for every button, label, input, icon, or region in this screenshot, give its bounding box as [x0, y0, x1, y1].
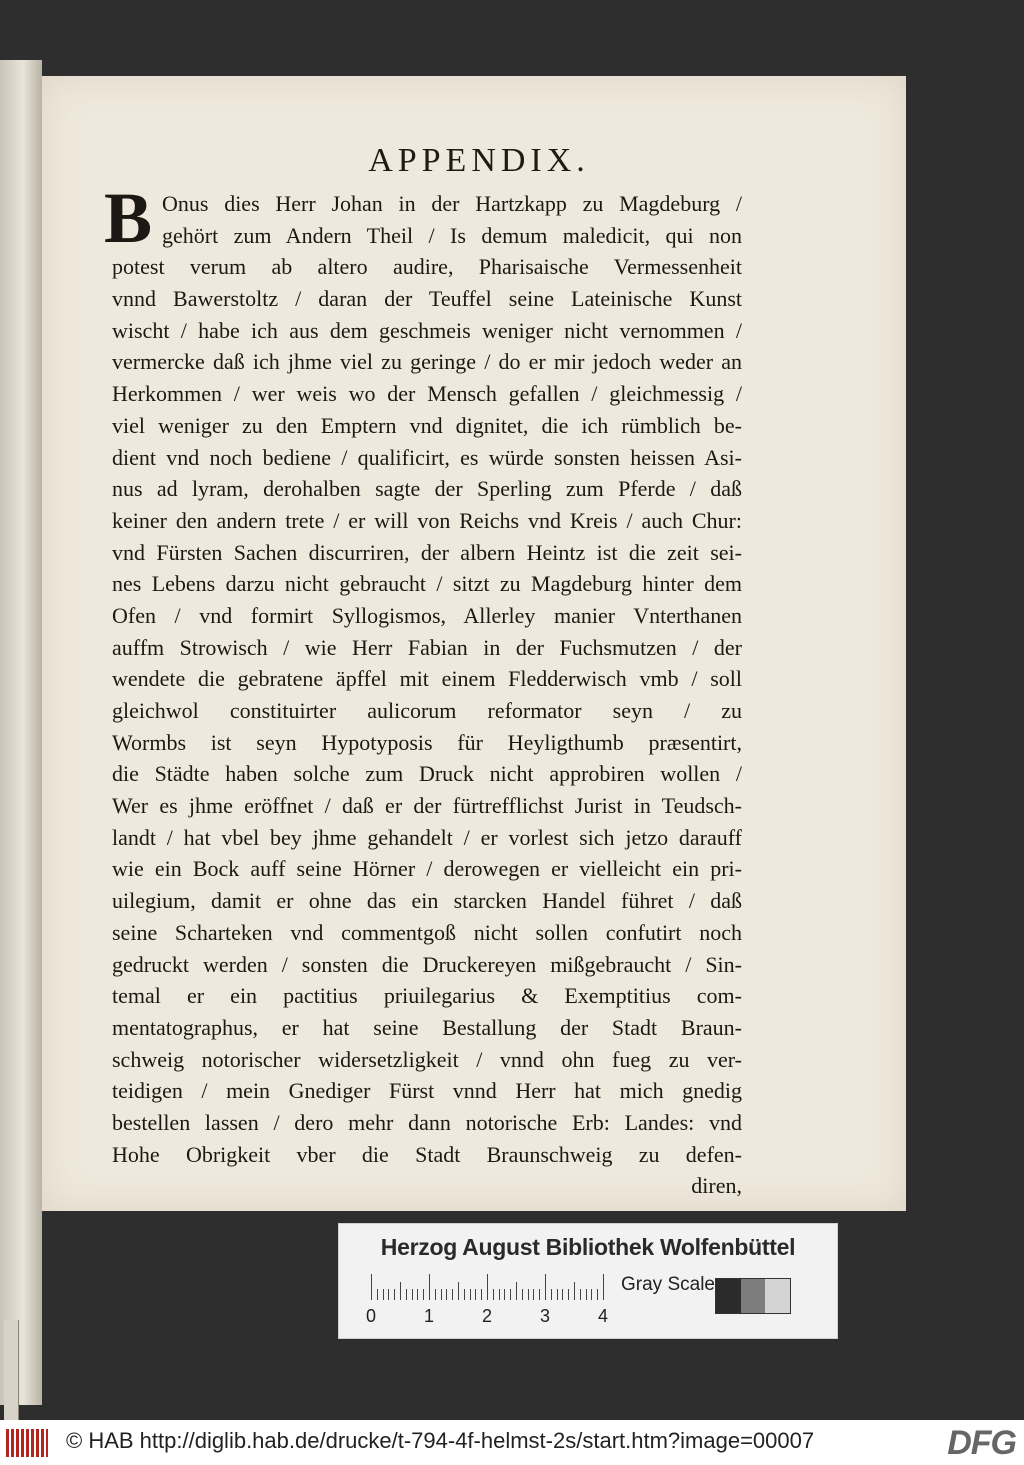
text-line: vnnd Bawerstoltz / daran der Teuffel seine Lateinische Kunst	[112, 286, 742, 312]
library-color-card	[338, 1223, 838, 1339]
gray-swatch	[716, 1279, 741, 1313]
text-line: potest verum ab altero audire, Pharisaische Vermessenheit	[112, 254, 742, 280]
ruler-tick	[557, 1289, 558, 1300]
ruler-tick	[412, 1289, 413, 1300]
text-line: vnd Fürsten Sachen discurriren, der albern Heintz ist die zeit sei-	[112, 539, 742, 565]
text-line: dient vnd noch bediene / qualificirt, es würde sonsten heissen Asi-	[112, 444, 742, 470]
text-line: Herkommen / wer weis wo der Mensch gefallen / gleichmessig /	[112, 381, 742, 407]
ruler-scale	[371, 1274, 603, 1300]
text-line: temal er ein pactitius priuilegarius & Exemptitius com-	[112, 983, 742, 1009]
ruler-tick	[423, 1289, 424, 1300]
ruler-tick	[400, 1282, 401, 1300]
ruler-tick	[580, 1289, 581, 1300]
catchword: diren,	[691, 1173, 742, 1199]
body-text	[104, 178, 742, 1202]
text-line: wie ein Bock auff seine Hörner / derowegen er vielleicht ein pri-	[112, 856, 742, 882]
ruler-tick	[551, 1289, 552, 1300]
ruler-tick	[481, 1289, 482, 1300]
gray-scale-swatches	[715, 1278, 791, 1314]
text-line: Onus dies Herr Johan in der Hartzkapp zu Magdeburg /	[162, 191, 742, 216]
ruler-tick	[574, 1282, 575, 1300]
page-heading: APPENDIX.	[368, 142, 590, 179]
text-line: mentatographus, er hat seine Bestallung der Stadt Braun-	[112, 1014, 742, 1040]
ruler-tick	[429, 1274, 430, 1300]
text-line: viel weniger zu den Emptern vnd dignitet, die ich rümblich be-	[112, 412, 742, 438]
text-line: Wer es jhme eröffnet / daß er der fürtrefflichst Jurist in Teudsch-	[112, 793, 742, 819]
text-line: uilegium, damit er ohne das ein starcken Handel führet / daß	[112, 888, 742, 914]
source-url[interactable]: © HAB http://diglib.hab.de/drucke/t-794-4f-helmst-2s/start.htm?image=00007	[66, 1428, 815, 1453]
text-line: teidigen / mein Gnediger Fürst vnnd Herr hat mich gnedig	[112, 1078, 742, 1104]
footer-bar	[0, 1420, 1024, 1465]
text-line: landt / hat vbel bey jhme gehandelt / er vorlest sich jetzo darauff	[112, 824, 742, 850]
text-line: die Städte haben solche zum Druck nicht approbiren wollen /	[112, 761, 742, 787]
text-line: Ofen / vnd formirt Syllogismos, Allerley manier Vnterthanen	[112, 602, 742, 628]
ruler-tick	[464, 1289, 465, 1300]
ruler-tick	[528, 1289, 529, 1300]
text-line: wischt / habe ich aus dem geschmeis weniger nicht vernommen /	[112, 317, 742, 343]
gray-swatch	[741, 1279, 766, 1313]
ruler-tick	[591, 1289, 592, 1300]
text-line: Hohe Obrigkeit vber die Stadt Braunschweig zu defen-	[112, 1141, 742, 1167]
ruler-tick	[493, 1289, 494, 1300]
ruler-tick	[568, 1289, 569, 1300]
ruler-tick	[533, 1289, 534, 1300]
text-line: bestellen lassen / dero mehr dann notorische Erb: Landes: vnd	[112, 1109, 742, 1135]
gray-scale-label: Gray Scale	[621, 1274, 715, 1295]
ruler-tick	[441, 1289, 442, 1300]
ruler-tick	[394, 1289, 395, 1300]
ruler-tick	[562, 1289, 563, 1300]
ruler-number: 4	[598, 1306, 609, 1326]
library-title: Herzog August Bibliothek Wolfenbüttel	[380, 1234, 796, 1260]
text-line: schweig notorischer widersetzligkeit / vnnd ohn fueg zu ver-	[112, 1046, 742, 1072]
ruler-number: 0	[366, 1306, 377, 1326]
text-line: gleichwol constituirter aulicorum reformator seyn / zu	[112, 698, 742, 723]
ruler-tick	[522, 1289, 523, 1300]
text-line: Wormbs ist seyn Hypotyposis für Heyligthumb præsentirt,	[112, 729, 742, 755]
ruler-tick	[377, 1289, 378, 1300]
text-line: gedruckt werden / sonsten die Druckereyen mißgebraucht / Sin-	[112, 951, 742, 977]
text-line: wendete die gebratene äpffel mit einem Fledderwisch vmb / soll	[112, 666, 742, 692]
ruler-tick	[475, 1289, 476, 1300]
barcode-icon	[6, 1429, 48, 1457]
ruler-tick	[510, 1289, 511, 1300]
ruler-tick	[470, 1289, 471, 1300]
text-line: nes Lebens darzu nicht gebraucht / sitzt zu Magdeburg hinter dem	[112, 571, 742, 597]
ruler-tick	[417, 1289, 418, 1300]
text-line: gehört zum Andern Theil / Is demum maledicit, qui non	[162, 222, 742, 248]
ruler-number: 3	[540, 1306, 551, 1326]
ruler-tick	[603, 1274, 604, 1300]
ruler-tick	[539, 1289, 540, 1300]
ruler-tick	[458, 1282, 459, 1300]
drop-cap: B	[104, 178, 153, 258]
adjacent-page-edge	[0, 60, 42, 1405]
ruler-number: 1	[424, 1306, 435, 1326]
dfg-logo: DFG	[947, 1424, 1016, 1462]
text-line: keiner den andern trete / er will von Reichs vnd Kreis / auch Chur:	[112, 507, 742, 533]
text-line: seine Scharteken vnd commentgoß nicht sollen confutirt noch	[112, 919, 742, 945]
text-line: auffm Strowisch / wie Herr Fabian in der Fuchsmutzen / der	[112, 634, 742, 660]
ruler-tick	[504, 1289, 505, 1300]
ruler-tick	[406, 1289, 407, 1300]
text-line: nus ad lyram, derohalben sagte der Sperling zum Pferde / daß	[112, 476, 742, 502]
ruler-number: 2	[482, 1306, 493, 1326]
text-line: vermercke daß ich jhme viel zu geringe / do er mir jedoch weder an	[112, 349, 742, 375]
ruler-tick	[597, 1289, 598, 1300]
ruler-tick	[499, 1289, 500, 1300]
ruler-tick	[545, 1274, 546, 1300]
ruler-tick	[586, 1289, 587, 1300]
scanned-page	[42, 76, 906, 1211]
gray-swatch	[765, 1279, 790, 1313]
ruler-tick	[516, 1282, 517, 1300]
ruler-tick	[371, 1274, 372, 1300]
ruler-tick	[446, 1289, 447, 1300]
ruler-tick	[435, 1289, 436, 1300]
ruler-tick	[383, 1289, 384, 1300]
ruler-tick	[388, 1289, 389, 1300]
ruler-tick	[452, 1289, 453, 1300]
ruler-tick	[487, 1274, 488, 1300]
